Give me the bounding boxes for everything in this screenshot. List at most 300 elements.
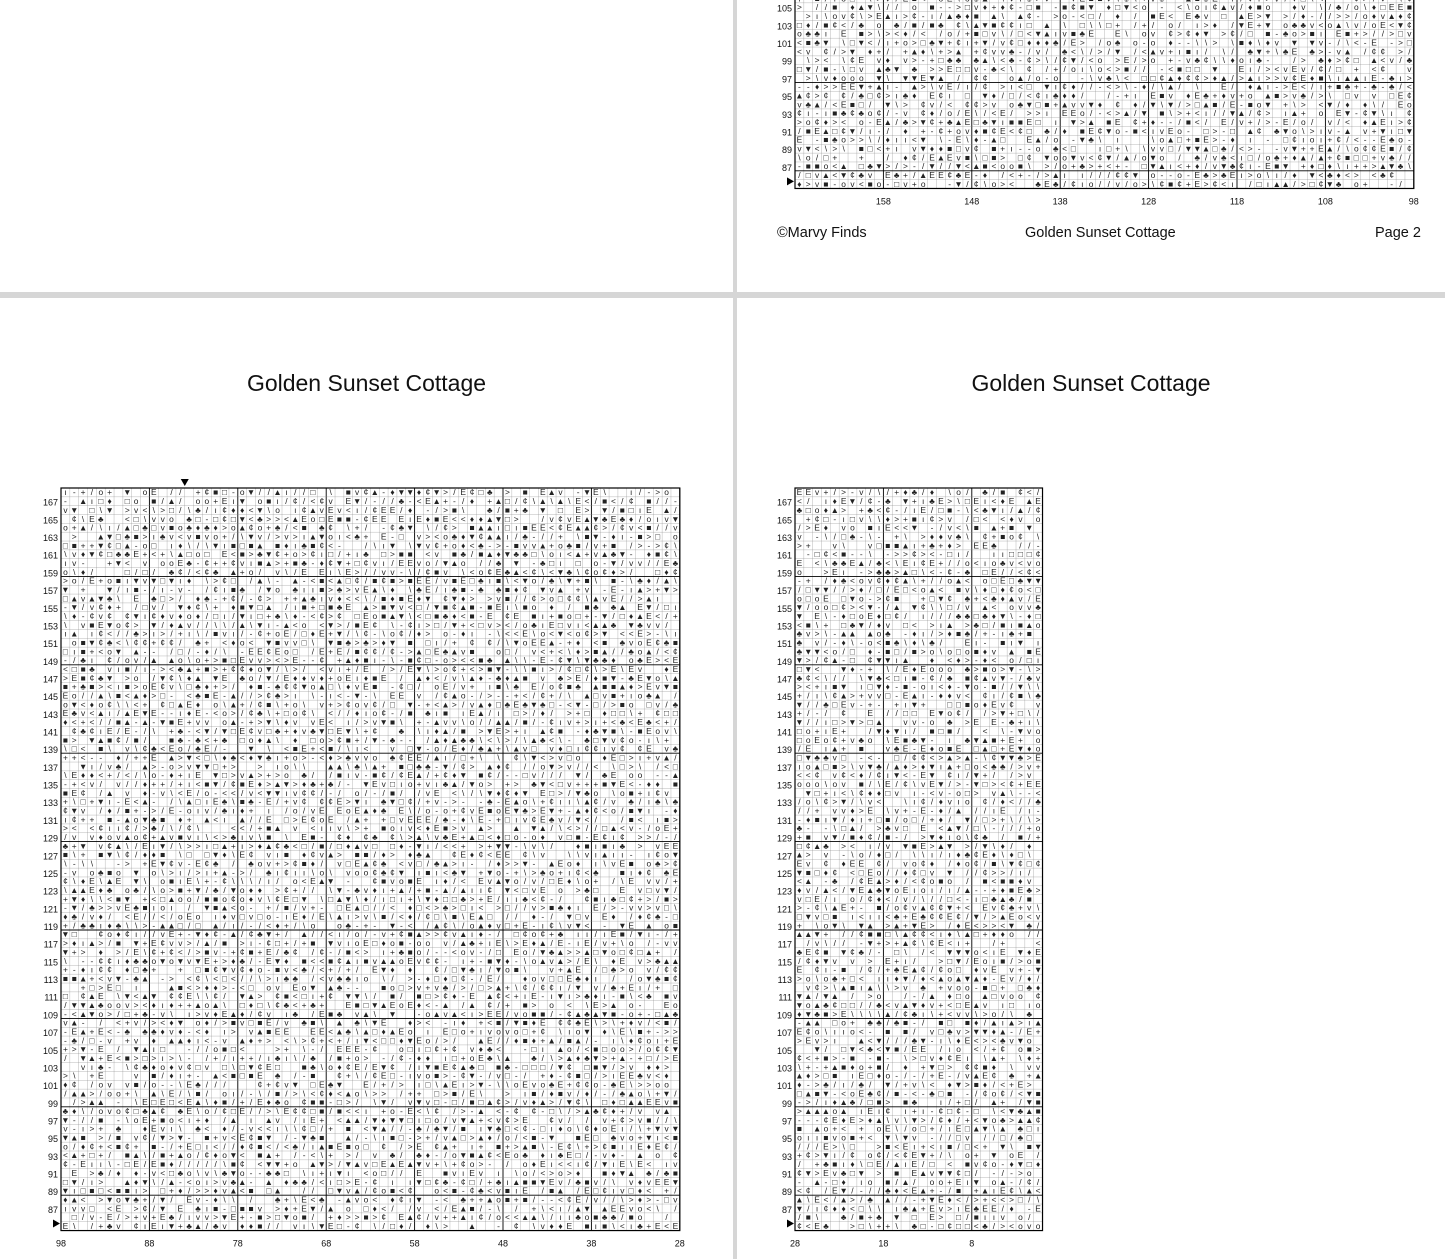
stitch-symbol: / (648, 938, 651, 948)
stitch-symbol: / (382, 664, 385, 674)
stitch-symbol: < (249, 505, 254, 515)
stitch-symbol: / (515, 646, 518, 656)
stitch-symbol: o (1062, 11, 1067, 21)
stitch-symbol: ▲ (318, 876, 326, 886)
stitch-symbol: ♣ (275, 682, 281, 692)
stitch-symbol: ♣ (390, 735, 396, 745)
stitch-symbol: □ (178, 646, 183, 656)
stitch-symbol: v (152, 602, 157, 612)
stitch-symbol: \ (232, 850, 235, 860)
stitch-symbol: - (1187, 126, 1190, 136)
stitch-symbol: > (1177, 108, 1182, 118)
stitch-symbol: - (223, 947, 226, 957)
stitch-symbol: ¢ (877, 108, 882, 118)
stitch-symbol: ¢ (107, 540, 112, 550)
stitch-symbol: ♣ (1292, 20, 1298, 30)
stitch-symbol: E (133, 549, 139, 559)
stitch-symbol: v (930, 99, 935, 109)
stitch-symbol: - (250, 593, 253, 603)
stitch-symbol: / (1337, 37, 1340, 47)
stitch-symbol: \ (506, 744, 509, 754)
stitch-symbol: o (443, 805, 448, 815)
stitch-symbol: \ (285, 664, 288, 674)
stitch-symbol: ı (382, 558, 384, 568)
stitch-symbol: ♦ (196, 699, 200, 709)
stitch-symbol: \ (577, 567, 580, 577)
stitch-symbol: v (824, 73, 829, 83)
stitch-symbol: - (152, 646, 155, 656)
stitch-symbol: / (338, 788, 341, 798)
stitch-symbol: ¢ (593, 797, 598, 807)
stitch-symbol: ■ (408, 929, 413, 939)
stitch-symbol: ¢ (364, 558, 369, 568)
stitch-symbol: ▼ (1140, 108, 1148, 118)
stitch-symbol: □ (673, 761, 678, 771)
stitch-symbol: - (197, 646, 200, 656)
stitch-symbol: < (1080, 11, 1085, 21)
stitch-symbol: \ (312, 638, 315, 648)
stitch-symbol: < (1142, 126, 1147, 136)
stitch-symbol: o (647, 859, 652, 869)
stitch-symbol: - (152, 797, 155, 807)
stitch-symbol: v (1116, 179, 1121, 189)
stitch-symbol: - (506, 691, 509, 701)
stitch-symbol: > (72, 531, 77, 541)
stitch-symbol: □ (505, 514, 510, 524)
stitch-symbol: ▲ (477, 699, 485, 709)
stitch-symbol: o (841, 73, 846, 83)
stitch-symbol: + (1186, 179, 1191, 189)
stitch-symbol: + (1265, 46, 1270, 56)
stitch-symbol: E (628, 982, 634, 992)
stitch-symbol: / (1408, 152, 1411, 162)
stitch-symbol: > (576, 823, 581, 833)
stitch-symbol: + (337, 655, 342, 665)
stitch-symbol: / (1205, 46, 1208, 56)
stitch-symbol: < (310, 956, 315, 966)
stitch-symbol: / (887, 2, 890, 12)
stitch-symbol: ▼ (671, 514, 679, 524)
stitch-symbol: ♣ (460, 735, 466, 745)
stitch-symbol: ▲ (494, 717, 502, 727)
stitch-symbol: v (99, 611, 104, 621)
stitch-symbol: + (284, 797, 289, 807)
stitch-symbol: / (91, 487, 94, 497)
stitch-symbol: > (850, 135, 855, 145)
stitch-symbol: □ (496, 947, 501, 957)
stitch-symbol: ▼ (344, 894, 352, 904)
stitch-symbol: □ (974, 117, 979, 127)
stitch-symbol: \ (515, 602, 518, 612)
stitch-symbol: E (1194, 90, 1200, 100)
stitch-symbol: ■ (231, 540, 236, 550)
stitch-symbol: E (460, 850, 466, 860)
stitch-symbol: ♦ (152, 850, 156, 860)
stitch-symbol: ♣ (337, 584, 343, 594)
stitch-symbol: ■ (859, 29, 864, 39)
stitch-symbol: ı (294, 540, 296, 550)
stitch-symbol: ♣ (301, 540, 307, 550)
stitch-symbol: - (1037, 11, 1040, 21)
stitch-symbol: ♦ (629, 682, 633, 692)
stitch-symbol: ■ (381, 876, 386, 886)
stitch-symbol: - (188, 859, 191, 869)
stitch-symbol: ı (577, 929, 579, 939)
stitch-symbol: > (505, 859, 510, 869)
stitch-symbol: \ (1090, 20, 1093, 30)
stitch-symbol: □ (558, 973, 563, 983)
stitch-symbol: E (151, 487, 157, 497)
stitch-symbol: < (470, 655, 475, 665)
stitch-symbol: + (81, 584, 86, 594)
stitch-symbol: E (1301, 73, 1307, 83)
stitch-symbol: E (947, 64, 953, 74)
stitch-symbol: E (611, 514, 617, 524)
stitch-symbol: ▲ (433, 496, 441, 506)
stitch-symbol: ▼ (159, 956, 167, 966)
stitch-symbol: - (630, 531, 633, 541)
stitch-symbol: o (169, 956, 174, 966)
stitch-symbol: ♦ (921, 46, 925, 56)
stitch-symbol: \ (117, 850, 120, 860)
stitch-symbol: \ (462, 567, 465, 577)
stitch-symbol: ▲ (1122, 152, 1130, 162)
stitch-symbol: ▲ (1149, 46, 1157, 56)
stitch-symbol: o (558, 540, 563, 550)
stitch-symbol: > (408, 973, 413, 983)
stitch-symbol: ♦ (514, 788, 518, 798)
stitch-symbol: / (816, 152, 819, 162)
page-number: Page 2 (1375, 225, 1421, 241)
stitch-symbol: o (240, 903, 245, 913)
stitch-symbol: / (612, 505, 615, 515)
stitch-symbol: + (222, 664, 227, 674)
stitch-symbol: ¢ (328, 523, 333, 533)
stitch-symbol: \ (374, 691, 377, 701)
stitch-symbol: > (231, 708, 236, 718)
stitch-symbol: + (514, 726, 519, 736)
stitch-symbol: / (895, 117, 898, 127)
stitch-symbol: ı (621, 850, 623, 860)
stitch-symbol: ▲ (875, 64, 883, 74)
stitch-symbol: ♣ (275, 523, 281, 533)
stitch-symbol: \ (807, 55, 810, 65)
stitch-symbol: \ (630, 708, 633, 718)
stitch-symbol: o (355, 938, 360, 948)
stitch-symbol: / (144, 735, 147, 745)
stitch-symbol: < (425, 549, 430, 559)
stitch-symbol: ■ (602, 673, 607, 683)
stitch-symbol: \ (1196, 82, 1199, 92)
stitch-symbol: ♣ (310, 593, 316, 603)
stitch-symbol: ▲ (167, 752, 175, 762)
stitch-symbol: - (1258, 161, 1261, 171)
pattern-chart-page-3 (0, 298, 733, 1259)
stitch-symbol: v (647, 620, 652, 630)
stitch-symbol: ▼ (671, 850, 679, 860)
stitch-symbol: \ (533, 629, 536, 639)
stitch-symbol: ▲ (309, 531, 317, 541)
stitch-symbol: < (89, 823, 94, 833)
stitch-symbol: v (426, 788, 431, 798)
stitch-symbol: / (436, 576, 439, 586)
stitch-symbol: / (489, 947, 492, 957)
stitch-symbol: > (266, 514, 271, 524)
stitch-symbol: / (268, 531, 271, 541)
stitch-symbol: ▲ (459, 885, 467, 895)
stitch-symbol: ¢ (930, 117, 935, 127)
stitch-symbol: ♣ (80, 920, 86, 930)
stitch-symbol: ▼ (159, 673, 167, 683)
stitch-symbol: ♣ (894, 170, 900, 180)
stitch-symbol: < (1230, 152, 1235, 162)
stitch-symbol: > (558, 761, 563, 771)
stitch-symbol: ı (559, 549, 561, 559)
stitch-symbol: \ (64, 549, 67, 559)
stitch-symbol: - (435, 885, 438, 895)
stitch-symbol: ¢ (98, 602, 103, 612)
stitch-symbol: / (595, 965, 598, 975)
stitch-symbol: ¢ (974, 179, 979, 189)
stitch-symbol: ■ (1009, 117, 1014, 127)
stitch-symbol: / (1002, 170, 1005, 180)
stitch-symbol: ▼ (61, 947, 69, 957)
stitch-symbol: ▼ (415, 744, 423, 754)
stitch-symbol: / (453, 682, 456, 692)
stitch-symbol: o (523, 620, 528, 630)
stitch-symbol: ♦ (382, 850, 386, 860)
stitch-symbol: \ (294, 761, 297, 771)
stitch-symbol: / (586, 540, 589, 550)
stitch-symbol: / (444, 744, 447, 754)
stitch-symbol: + (81, 717, 86, 727)
stitch-symbol: □ (346, 859, 351, 869)
stitch-symbol: ¢ (1027, 152, 1032, 162)
stitch-symbol: v (664, 788, 669, 798)
stitch-symbol: + (310, 602, 315, 612)
stitch-symbol: < (204, 735, 209, 745)
stitch-symbol: ♦ (373, 805, 377, 815)
stitch-symbol: ▼ (388, 797, 396, 807)
stitch-symbol: \ (144, 770, 147, 780)
stitch-symbol: ▲ (441, 885, 449, 895)
stitch-symbol: + (576, 779, 581, 789)
stitch-symbol: \ (427, 832, 430, 842)
stitch-symbol: ı (648, 797, 650, 807)
stitch-symbol: - (1328, 46, 1331, 56)
stitch-symbol: < (196, 567, 201, 577)
stitch-symbol: ı (241, 841, 243, 851)
stitch-symbol: ▲ (486, 523, 494, 533)
stitch-symbol: ı (1399, 73, 1401, 83)
stitch-symbol: ♦ (576, 646, 580, 656)
stitch-symbol: < (160, 744, 165, 754)
stitch-symbol: \ (179, 673, 182, 683)
stitch-symbol: ■ (584, 531, 589, 541)
stitch-symbol: ♦ (611, 531, 615, 541)
stitch-symbol: □ (151, 540, 156, 550)
stitch-symbol: E (363, 938, 369, 948)
stitch-symbol: ¢ (1381, 46, 1386, 56)
stitch-symbol: ı (268, 876, 270, 886)
stitch-symbol: ▼ (1069, 117, 1077, 127)
stitch-symbol: ♣ (399, 947, 405, 957)
stitch-symbol: < (585, 920, 590, 930)
stitch-symbol: E (407, 664, 413, 674)
stitch-symbol: - (144, 805, 147, 815)
stitch-symbol: - (594, 611, 597, 621)
stitch-symbol: ♦ (196, 523, 200, 533)
stitch-symbol: ■ (611, 540, 616, 550)
stitch-symbol: ▲ (326, 761, 334, 771)
stitch-symbol: E (513, 947, 519, 957)
stitch-symbol: v (169, 611, 174, 621)
stitch-symbol: < (196, 752, 201, 762)
stitch-symbol: - (267, 682, 270, 692)
stitch-symbol: + (938, 117, 943, 127)
stitch-symbol: v (337, 505, 342, 515)
stitch-symbol: ▲ (176, 620, 184, 630)
stitch-symbol: + (89, 797, 94, 807)
stitch-symbol: > (611, 903, 616, 913)
stitch-symbol: E (381, 514, 387, 524)
stitch-symbol: - (550, 655, 553, 665)
stitch-symbol: - (126, 973, 129, 983)
stitch-symbol: o (629, 770, 634, 780)
stitch-symbol: ▲ (1379, 161, 1387, 171)
stitch-symbol: ■ (470, 611, 475, 621)
stitch-symbol: ▲ (583, 797, 591, 807)
stitch-symbol: ♦ (664, 664, 668, 674)
stitch-symbol: + (611, 938, 616, 948)
stitch-symbol: ■ (983, 161, 988, 171)
stitch-symbol: + (249, 717, 254, 727)
stitch-symbol: ¢ (372, 867, 377, 877)
stitch-symbol: / (1293, 55, 1296, 65)
stitch-symbol: / (170, 779, 173, 789)
stitch-symbol: v (470, 699, 475, 709)
stitch-symbol: + (417, 717, 422, 727)
stitch-symbol: ı (497, 708, 499, 718)
stitch-symbol: ■ (363, 956, 368, 966)
stitch-symbol: ı (1249, 55, 1251, 65)
stitch-symbol: - (400, 646, 403, 656)
stitch-symbol: ♦ (187, 708, 191, 718)
stitch-symbol: ¢ (1071, 179, 1076, 189)
stitch-symbol: ♣ (284, 947, 290, 957)
stitch-symbol: v (178, 584, 183, 594)
stitch-symbol: □ (567, 832, 572, 842)
stitch-symbol: ▲ (123, 717, 131, 727)
stitch-symbol: v (1186, 55, 1191, 65)
stitch-symbol: v (249, 832, 254, 842)
stitch-symbol: o (1098, 64, 1103, 74)
stitch-symbol: \ (347, 823, 350, 833)
stitch-symbol: - (356, 982, 359, 992)
stitch-symbol: > (646, 531, 651, 541)
stitch-symbol: ▼ (459, 867, 467, 877)
stitch-symbol: ¢ (1071, 2, 1076, 12)
stitch-symbol: ¢ (1389, 170, 1394, 180)
stitch-symbol: < (1319, 20, 1324, 30)
stitch-symbol: \ (533, 797, 536, 807)
stitch-symbol: / (409, 629, 412, 639)
stitch-symbol: o (1283, 20, 1288, 30)
stitch-symbol: ı (887, 37, 889, 47)
stitch-symbol: + (381, 761, 386, 771)
stitch-symbol: > (355, 638, 360, 648)
stitch-symbol: o (1009, 161, 1014, 171)
stitch-symbol: E (531, 638, 537, 648)
stitch-symbol: \ (188, 505, 191, 515)
stitch-symbol: ▼ (176, 956, 184, 966)
stitch-symbol: v (567, 514, 572, 524)
stitch-symbol: + (266, 770, 271, 780)
stitch-symbol: E (354, 805, 360, 815)
stitch-symbol: ♣ (284, 973, 290, 983)
stitch-symbol: \ (117, 699, 120, 709)
stitch-symbol: ■ (310, 832, 315, 842)
stitch-symbol: ▼ (415, 841, 423, 851)
stitch-symbol: - (1019, 144, 1022, 154)
stitch-symbol: - (639, 779, 642, 789)
stitch-symbol: \ (338, 682, 341, 692)
stitch-symbol: \ (506, 938, 509, 948)
stitch-symbol: / (382, 788, 385, 798)
stitch-symbol: ¢ (1177, 179, 1182, 189)
stitch-symbol: ■ (991, 20, 996, 30)
stitch-symbol: ¢ (364, 832, 369, 842)
stitch-symbol: ▲ (574, 523, 582, 533)
stitch-symbol: \ (542, 567, 545, 577)
stitch-symbol: ¢ (249, 708, 254, 718)
stitch-symbol: ▼ (662, 885, 670, 895)
stitch-symbol: □ (107, 549, 112, 559)
stitch-symbol: ▼ (326, 620, 334, 630)
stitch-symbol: ♣ (1088, 135, 1094, 145)
stitch-symbol: ı (559, 982, 561, 992)
stitch-symbol: > (390, 850, 395, 860)
stitch-symbol: ¢ (1407, 144, 1412, 154)
stitch-symbol: ♦ (178, 540, 182, 550)
stitch-symbol: \ (1205, 37, 1208, 47)
stitch-symbol: > (912, 117, 917, 127)
stitch-symbol: ¢ (1027, 11, 1032, 21)
stitch-symbol: > (832, 117, 837, 127)
stitch-symbol: ♦ (302, 673, 306, 683)
stitch-symbol: ♣ (1009, 55, 1015, 65)
stitch-symbol: ■ (523, 602, 528, 612)
stitch-symbol: ▲ (574, 805, 582, 815)
stitch-symbol: / (657, 832, 660, 842)
stitch-symbol: E (947, 152, 953, 162)
stitch-symbol: < (1106, 161, 1111, 171)
stitch-symbol: ▲ (397, 885, 405, 895)
stitch-symbol: / (1231, 20, 1234, 30)
stitch-symbol: ▼ (1087, 2, 1095, 12)
stitch-symbol: □ (63, 593, 68, 603)
stitch-symbol: v (134, 505, 139, 515)
stitch-symbol: ▼ (150, 576, 158, 586)
stitch-symbol: □ (337, 903, 342, 913)
stitch-symbol: ■ (372, 576, 377, 586)
stitch-symbol: □ (355, 558, 360, 568)
stitch-symbol: ▼ (397, 867, 405, 877)
stitch-symbol: v (72, 832, 77, 842)
stitch-symbol: ▼ (1149, 161, 1157, 171)
stitch-symbol: v (329, 593, 334, 603)
stitch-symbol: ♣ (125, 549, 131, 559)
